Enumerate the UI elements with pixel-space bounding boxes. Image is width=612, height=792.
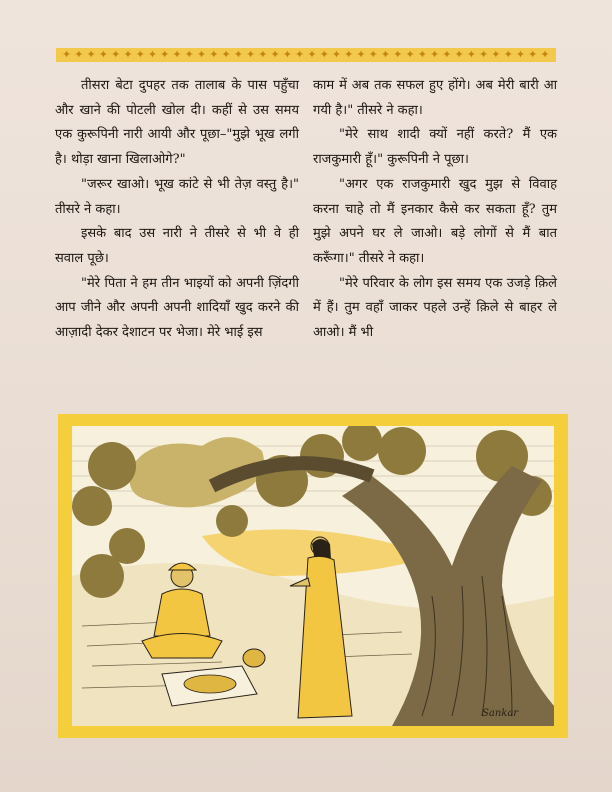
food bbox=[184, 675, 236, 693]
border-star-icon: ✦ bbox=[417, 48, 427, 61]
border-star-icon: ✦ bbox=[429, 48, 440, 61]
border-star-icon: ✦ bbox=[491, 48, 501, 61]
paragraph: "जरूर खाओ। भूख कांटे से भी तेज़ वस्तु है।" तीसरे ने कहा। bbox=[55, 176, 299, 217]
paragraph: "मेरे परिवार के लोग इस समय एक उजड़े क़िले में हैं। तुम वहाँ जाकर पहले उन्हें क़िले से बाहर ले आओ। मैं भी bbox=[313, 275, 557, 341]
border-star-icon: ✦ bbox=[307, 48, 317, 61]
border-star-icon: ✦ bbox=[135, 48, 145, 61]
border-star-icon: ✦ bbox=[196, 48, 207, 61]
border-star-icon: ✦ bbox=[356, 48, 366, 61]
illustration-drawing bbox=[72, 426, 554, 726]
border-star-icon: ✦ bbox=[98, 48, 109, 61]
border-star-icon: ✦ bbox=[540, 48, 550, 61]
paragraph: "मेरे साथ शादी क्यों नहीं करते? मैं एक राजकुमारी हूँ।" कुरूपिनी ने पूछा। bbox=[313, 127, 557, 168]
border-star-icon: ✦ bbox=[123, 48, 133, 61]
border-star-icon: ✦ bbox=[295, 48, 305, 61]
border-star-icon: ✦ bbox=[331, 48, 342, 61]
paragraph: तीसरा बेटा दुपहर तक तालाब के पास पहुँचा और खाने की पोटली खोल दी। कहीं से उस समय एक कुरूपिनी नारी आयी और पूछा–"मुझे भूख लगी है। थोड़ा खाना खिलाओगे?" bbox=[55, 78, 299, 168]
border-star-icon: ✦ bbox=[479, 48, 489, 61]
border-star-icon: ✦ bbox=[147, 48, 158, 61]
paragraph: काम में अब तक सफल हुए होंगे। अब मेरी बारी आ गयी है।" तीसरे ने कहा। bbox=[313, 78, 557, 118]
border-star-icon: ✦ bbox=[86, 48, 96, 61]
border-star-icon: ✦ bbox=[160, 48, 170, 61]
border-star-icon: ✦ bbox=[319, 48, 329, 61]
border-star-icon: ✦ bbox=[245, 48, 256, 61]
border-star-icon: ✦ bbox=[368, 48, 378, 61]
border-star-icon: ✦ bbox=[282, 48, 292, 61]
story-illustration bbox=[58, 414, 568, 738]
decorative-border bbox=[56, 48, 556, 62]
border-star-icon: ✦ bbox=[62, 48, 72, 61]
right-text-column bbox=[313, 74, 557, 346]
border-star-icon: ✦ bbox=[515, 48, 526, 61]
border-star-icon: ✦ bbox=[405, 48, 415, 61]
artist-signature: Sankar bbox=[482, 708, 519, 719]
border-star-icon: ✦ bbox=[442, 48, 452, 61]
left-text-column bbox=[55, 74, 299, 346]
clay-pot bbox=[243, 649, 265, 667]
border-star-icon: ✦ bbox=[258, 48, 268, 61]
paragraph: इसके बाद उस नारी ने तीसरे से भी वे ही सवाल पूछे। bbox=[55, 226, 299, 266]
paragraph: "अगर एक राजकुमारी खुद मुझ से विवाह करना चाहे तो मैं इनकार कैसे कर सकता हूँ? तुम मुझे अपने घर ले जाओ। बड़े लोगों से मैं बात करूँगा।" तीसरे ने कहा। bbox=[313, 176, 557, 266]
border-star-icon: ✦ bbox=[221, 48, 231, 61]
border-star-icon: ✦ bbox=[233, 48, 243, 61]
border-star-icon: ✦ bbox=[270, 48, 280, 61]
border-star-icon: ✦ bbox=[209, 48, 219, 61]
border-star-icon: ✦ bbox=[393, 48, 403, 61]
border-star-icon: ✦ bbox=[454, 48, 464, 61]
border-star-icon: ✦ bbox=[380, 48, 391, 61]
paragraph: "मेरे पिता ने हम तीन भाइयों को अपनी ज़िंदगी आप जीने और अपनी अपनी शादियाँ खुद करने की आज़ादी देकर देशाटन पर भेजा। मेरे भाई इस bbox=[55, 275, 299, 341]
border-star-icon: ✦ bbox=[184, 48, 194, 61]
border-star-icon: ✦ bbox=[111, 48, 121, 61]
border-star-icon: ✦ bbox=[503, 48, 513, 61]
border-star-icon: ✦ bbox=[528, 48, 538, 61]
border-star-icon: ✦ bbox=[466, 48, 476, 61]
border-star-icon: ✦ bbox=[74, 48, 84, 61]
border-star-icon: ✦ bbox=[172, 48, 182, 61]
border-star-icon: ✦ bbox=[344, 48, 354, 61]
